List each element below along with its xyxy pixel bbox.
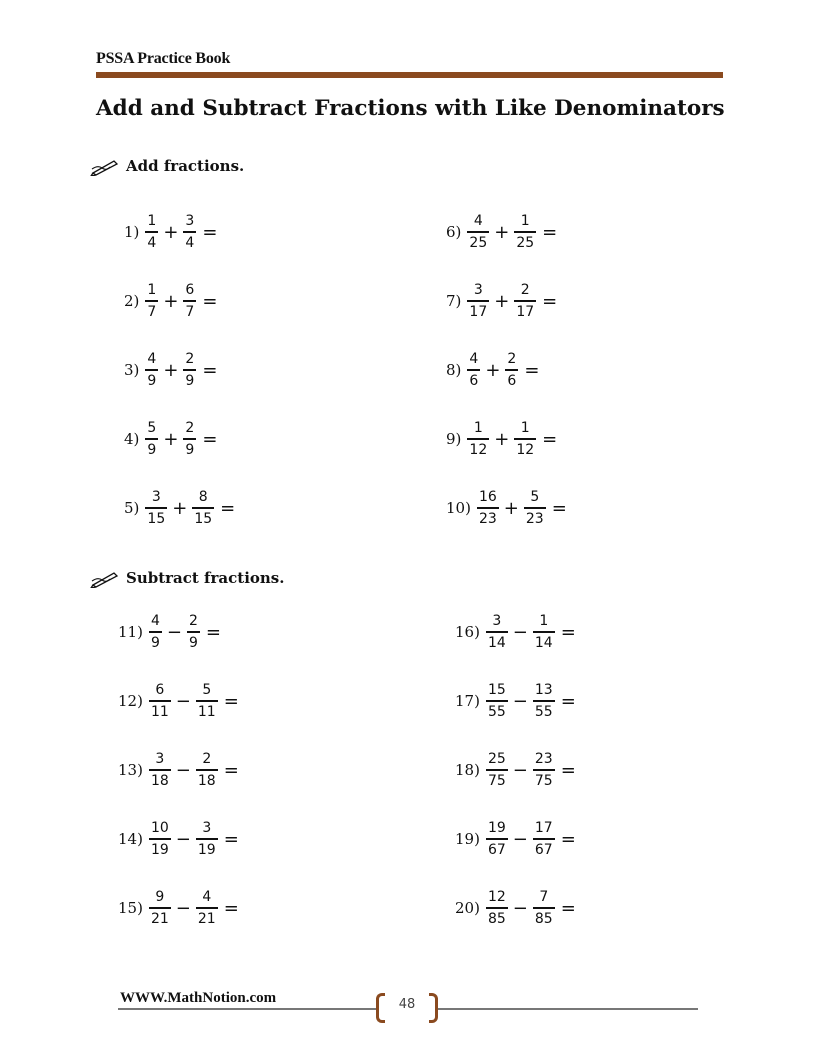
operator: − xyxy=(175,759,191,781)
denominator: 9 xyxy=(185,372,195,389)
operator: − xyxy=(512,690,528,712)
fraction-bar xyxy=(486,631,508,632)
denominator: 17 xyxy=(469,303,488,320)
fraction xyxy=(196,682,218,719)
denominator: 15 xyxy=(147,510,166,527)
problem-item xyxy=(446,417,557,461)
pencil-writing-icon xyxy=(90,156,120,176)
equals-sign: = xyxy=(205,621,221,643)
problem-item xyxy=(446,486,567,530)
fraction-bar xyxy=(183,438,196,439)
problem-number: 7) xyxy=(446,292,462,310)
fraction xyxy=(187,613,200,650)
denominator: 85 xyxy=(534,910,553,927)
numerator: 2 xyxy=(185,420,195,437)
fraction-bar xyxy=(196,907,218,908)
page-number: 48 xyxy=(385,997,429,1012)
problem-item xyxy=(118,610,221,654)
fraction xyxy=(149,751,171,788)
problem-number: 10) xyxy=(446,499,471,517)
problem-number: 5) xyxy=(124,499,140,517)
numerator: 6 xyxy=(155,682,165,699)
problem-number: 17) xyxy=(455,692,480,710)
fraction-bar xyxy=(145,369,158,370)
fraction xyxy=(145,489,167,526)
problem-number: 15) xyxy=(118,899,143,917)
fraction-bar xyxy=(149,631,162,632)
equals-sign: = xyxy=(560,897,576,919)
numerator: 3 xyxy=(151,489,161,506)
fraction xyxy=(149,820,171,857)
operator: + xyxy=(503,497,519,519)
denominator: 23 xyxy=(478,510,497,527)
numerator: 2 xyxy=(185,351,195,368)
problem-number: 2) xyxy=(124,292,140,310)
numerator: 1 xyxy=(147,282,157,299)
fraction xyxy=(467,420,489,457)
operator: − xyxy=(175,828,191,850)
problem-item xyxy=(118,679,239,723)
denominator: 9 xyxy=(150,634,160,651)
denominator: 9 xyxy=(147,372,157,389)
denominator: 15 xyxy=(194,510,213,527)
problem-item xyxy=(455,679,576,723)
footer-website: WWW.MathNotion.com xyxy=(120,990,277,1006)
denominator: 67 xyxy=(487,841,506,858)
problem-number: 13) xyxy=(118,761,143,779)
denominator: 12 xyxy=(469,441,488,458)
denominator: 75 xyxy=(534,772,553,789)
numerator: 19 xyxy=(487,820,506,837)
numerator: 2 xyxy=(520,282,530,299)
denominator: 75 xyxy=(487,772,506,789)
fraction-bar xyxy=(192,507,214,508)
subtract-section-heading xyxy=(90,567,284,589)
numerator: 25 xyxy=(487,751,506,768)
problem-number: 8) xyxy=(446,361,462,379)
equals-sign: = xyxy=(560,621,576,643)
fraction xyxy=(477,489,499,526)
problem-item xyxy=(124,348,217,392)
numerator: 1 xyxy=(147,213,157,230)
denominator: 25 xyxy=(469,234,488,251)
denominator: 18 xyxy=(150,772,169,789)
denominator: 55 xyxy=(534,703,553,720)
fraction-bar xyxy=(149,907,171,908)
operator: − xyxy=(512,828,528,850)
denominator: 17 xyxy=(516,303,535,320)
numerator: 3 xyxy=(473,282,483,299)
denominator: 67 xyxy=(534,841,553,858)
operator: + xyxy=(163,221,179,243)
denominator: 6 xyxy=(469,372,479,389)
fraction-bar xyxy=(145,231,158,232)
fraction xyxy=(149,682,171,719)
operator: − xyxy=(166,621,182,643)
operator: + xyxy=(485,359,501,381)
fraction xyxy=(533,889,555,926)
numerator: 12 xyxy=(487,889,506,906)
denominator: 55 xyxy=(487,703,506,720)
fraction xyxy=(149,889,171,926)
denominator: 14 xyxy=(487,634,506,651)
problem-item xyxy=(455,610,576,654)
denominator: 9 xyxy=(147,441,157,458)
fraction xyxy=(145,420,158,457)
fraction xyxy=(183,213,196,250)
add-section-title: Add fractions. xyxy=(126,157,245,175)
numerator: 3 xyxy=(202,820,212,837)
problem-number: 11) xyxy=(118,623,143,641)
numerator: 15 xyxy=(487,682,506,699)
equals-sign: = xyxy=(542,428,558,450)
equals-sign: = xyxy=(202,359,218,381)
numerator: 16 xyxy=(478,489,497,506)
operator: − xyxy=(512,759,528,781)
fraction-bar xyxy=(183,300,196,301)
fraction-bar xyxy=(196,769,218,770)
fraction-bar xyxy=(533,769,555,770)
fraction xyxy=(183,351,196,388)
numerator: 4 xyxy=(147,351,157,368)
numerator: 1 xyxy=(520,213,530,230)
fraction-bar xyxy=(183,231,196,232)
problem-item xyxy=(455,748,576,792)
fraction-bar xyxy=(149,838,171,839)
fraction xyxy=(145,282,158,319)
denominator: 7 xyxy=(147,303,157,320)
operator: + xyxy=(172,497,188,519)
problem-number: 1) xyxy=(124,223,140,241)
operator: + xyxy=(163,428,179,450)
denominator: 19 xyxy=(150,841,169,858)
fraction xyxy=(486,820,508,857)
denominator: 25 xyxy=(516,234,535,251)
numerator: 5 xyxy=(202,682,212,699)
fraction-bar xyxy=(196,700,218,701)
problem-number: 9) xyxy=(446,430,462,448)
fraction xyxy=(533,820,555,857)
numerator: 9 xyxy=(155,889,165,906)
equals-sign: = xyxy=(223,897,239,919)
fraction xyxy=(514,420,536,457)
fraction xyxy=(533,682,555,719)
fraction-bar xyxy=(486,907,508,908)
denominator: 9 xyxy=(185,441,195,458)
denominator: 7 xyxy=(185,303,195,320)
fraction xyxy=(467,213,489,250)
fraction-bar xyxy=(145,300,158,301)
fraction-bar xyxy=(533,907,555,908)
problem-number: 20) xyxy=(455,899,480,917)
problem-item xyxy=(124,417,217,461)
problem-item xyxy=(124,486,235,530)
fraction xyxy=(196,820,218,857)
problem-number: 12) xyxy=(118,692,143,710)
numerator: 13 xyxy=(534,682,553,699)
fraction xyxy=(486,889,508,926)
fraction-bar xyxy=(514,231,536,232)
fraction-bar xyxy=(467,438,489,439)
fraction-bar xyxy=(145,438,158,439)
operator: − xyxy=(175,690,191,712)
numerator: 6 xyxy=(185,282,195,299)
numerator: 3 xyxy=(155,751,165,768)
problem-item xyxy=(446,348,539,392)
numerator: 1 xyxy=(539,613,549,630)
numerator: 10 xyxy=(150,820,169,837)
operator: + xyxy=(494,221,510,243)
denominator: 23 xyxy=(525,510,544,527)
fraction xyxy=(183,282,196,319)
problem-number: 14) xyxy=(118,830,143,848)
fraction xyxy=(467,351,480,388)
denominator: 4 xyxy=(185,234,195,251)
fraction xyxy=(145,351,158,388)
fraction xyxy=(524,489,546,526)
numerator: 2 xyxy=(188,613,198,630)
problem-item xyxy=(118,817,239,861)
subtract-section-title: Subtract fractions. xyxy=(126,569,285,587)
problem-item xyxy=(446,279,557,323)
fraction-bar xyxy=(514,438,536,439)
fraction-bar xyxy=(514,300,536,301)
numerator: 1 xyxy=(520,420,530,437)
fraction xyxy=(505,351,518,388)
fraction xyxy=(149,613,162,650)
numerator: 4 xyxy=(150,613,160,630)
book-title: PSSA Practice Book xyxy=(96,50,231,67)
fraction xyxy=(486,613,508,650)
problem-number: 19) xyxy=(455,830,480,848)
equals-sign: = xyxy=(524,359,540,381)
equals-sign: = xyxy=(542,290,558,312)
problem-number: 3) xyxy=(124,361,140,379)
problem-item xyxy=(455,817,576,861)
fraction-bar xyxy=(533,631,555,632)
denominator: 18 xyxy=(197,772,216,789)
numerator: 5 xyxy=(147,420,157,437)
fraction-bar xyxy=(187,631,200,632)
equals-sign: = xyxy=(223,828,239,850)
fraction-bar xyxy=(467,300,489,301)
equals-sign: = xyxy=(202,290,218,312)
problem-item xyxy=(124,210,217,254)
fraction-bar xyxy=(505,369,518,370)
fraction xyxy=(183,420,196,457)
numerator: 8 xyxy=(198,489,208,506)
fraction-bar xyxy=(149,769,171,770)
equals-sign: = xyxy=(202,428,218,450)
fraction-bar xyxy=(467,231,489,232)
add-section-heading xyxy=(90,155,244,177)
problem-item xyxy=(118,886,239,930)
numerator: 5 xyxy=(530,489,540,506)
pencil-writing-icon xyxy=(90,568,120,588)
fraction-bar xyxy=(467,369,480,370)
denominator: 6 xyxy=(507,372,517,389)
fraction-bar xyxy=(524,507,546,508)
equals-sign: = xyxy=(560,759,576,781)
problem-number: 4) xyxy=(124,430,140,448)
fraction xyxy=(196,889,218,926)
denominator: 12 xyxy=(516,441,535,458)
fraction xyxy=(514,282,536,319)
fraction-bar xyxy=(196,838,218,839)
numerator: 3 xyxy=(492,613,502,630)
numerator: 2 xyxy=(202,751,212,768)
page-title: Add and Subtract Fractions with Like Denominators xyxy=(96,96,725,121)
fraction xyxy=(145,213,158,250)
equals-sign: = xyxy=(560,828,576,850)
denominator: 21 xyxy=(197,910,216,927)
equals-sign: = xyxy=(542,221,558,243)
problem-item xyxy=(446,210,557,254)
numerator: 3 xyxy=(185,213,195,230)
fraction-bar xyxy=(533,838,555,839)
equals-sign: = xyxy=(560,690,576,712)
operator: − xyxy=(175,897,191,919)
fraction-bar xyxy=(149,700,171,701)
numerator: 23 xyxy=(534,751,553,768)
equals-sign: = xyxy=(220,497,236,519)
fraction xyxy=(192,489,214,526)
page-number-right-bracket xyxy=(429,993,438,1023)
numerator: 7 xyxy=(539,889,549,906)
operator: + xyxy=(163,290,179,312)
problem-item xyxy=(118,748,239,792)
numerator: 4 xyxy=(469,351,479,368)
fraction xyxy=(486,751,508,788)
numerator: 1 xyxy=(473,420,483,437)
equals-sign: = xyxy=(551,497,567,519)
fraction-bar xyxy=(183,369,196,370)
problem-number: 18) xyxy=(455,761,480,779)
fraction xyxy=(486,682,508,719)
page-number-left-bracket xyxy=(376,993,385,1023)
numerator: 4 xyxy=(473,213,483,230)
problem-number: 16) xyxy=(455,623,480,641)
denominator: 21 xyxy=(150,910,169,927)
operator: + xyxy=(494,428,510,450)
denominator: 19 xyxy=(197,841,216,858)
fraction xyxy=(467,282,489,319)
header-rule xyxy=(96,72,723,78)
operator: + xyxy=(163,359,179,381)
operator: − xyxy=(512,897,528,919)
equals-sign: = xyxy=(202,221,218,243)
fraction-bar xyxy=(477,507,499,508)
fraction xyxy=(533,613,555,650)
fraction xyxy=(533,751,555,788)
fraction-bar xyxy=(145,507,167,508)
fraction xyxy=(196,751,218,788)
fraction-bar xyxy=(486,769,508,770)
denominator: 11 xyxy=(150,703,169,720)
numerator: 4 xyxy=(202,889,212,906)
numerator: 17 xyxy=(534,820,553,837)
fraction-bar xyxy=(486,700,508,701)
fraction xyxy=(514,213,536,250)
numerator: 2 xyxy=(507,351,517,368)
denominator: 11 xyxy=(197,703,216,720)
problem-item xyxy=(124,279,217,323)
equals-sign: = xyxy=(223,690,239,712)
denominator: 9 xyxy=(188,634,198,651)
problem-item xyxy=(455,886,576,930)
operator: + xyxy=(494,290,510,312)
denominator: 14 xyxy=(534,634,553,651)
operator: − xyxy=(512,621,528,643)
equals-sign: = xyxy=(223,759,239,781)
fraction-bar xyxy=(486,838,508,839)
denominator: 4 xyxy=(147,234,157,251)
problem-number: 6) xyxy=(446,223,462,241)
fraction-bar xyxy=(533,700,555,701)
denominator: 85 xyxy=(487,910,506,927)
